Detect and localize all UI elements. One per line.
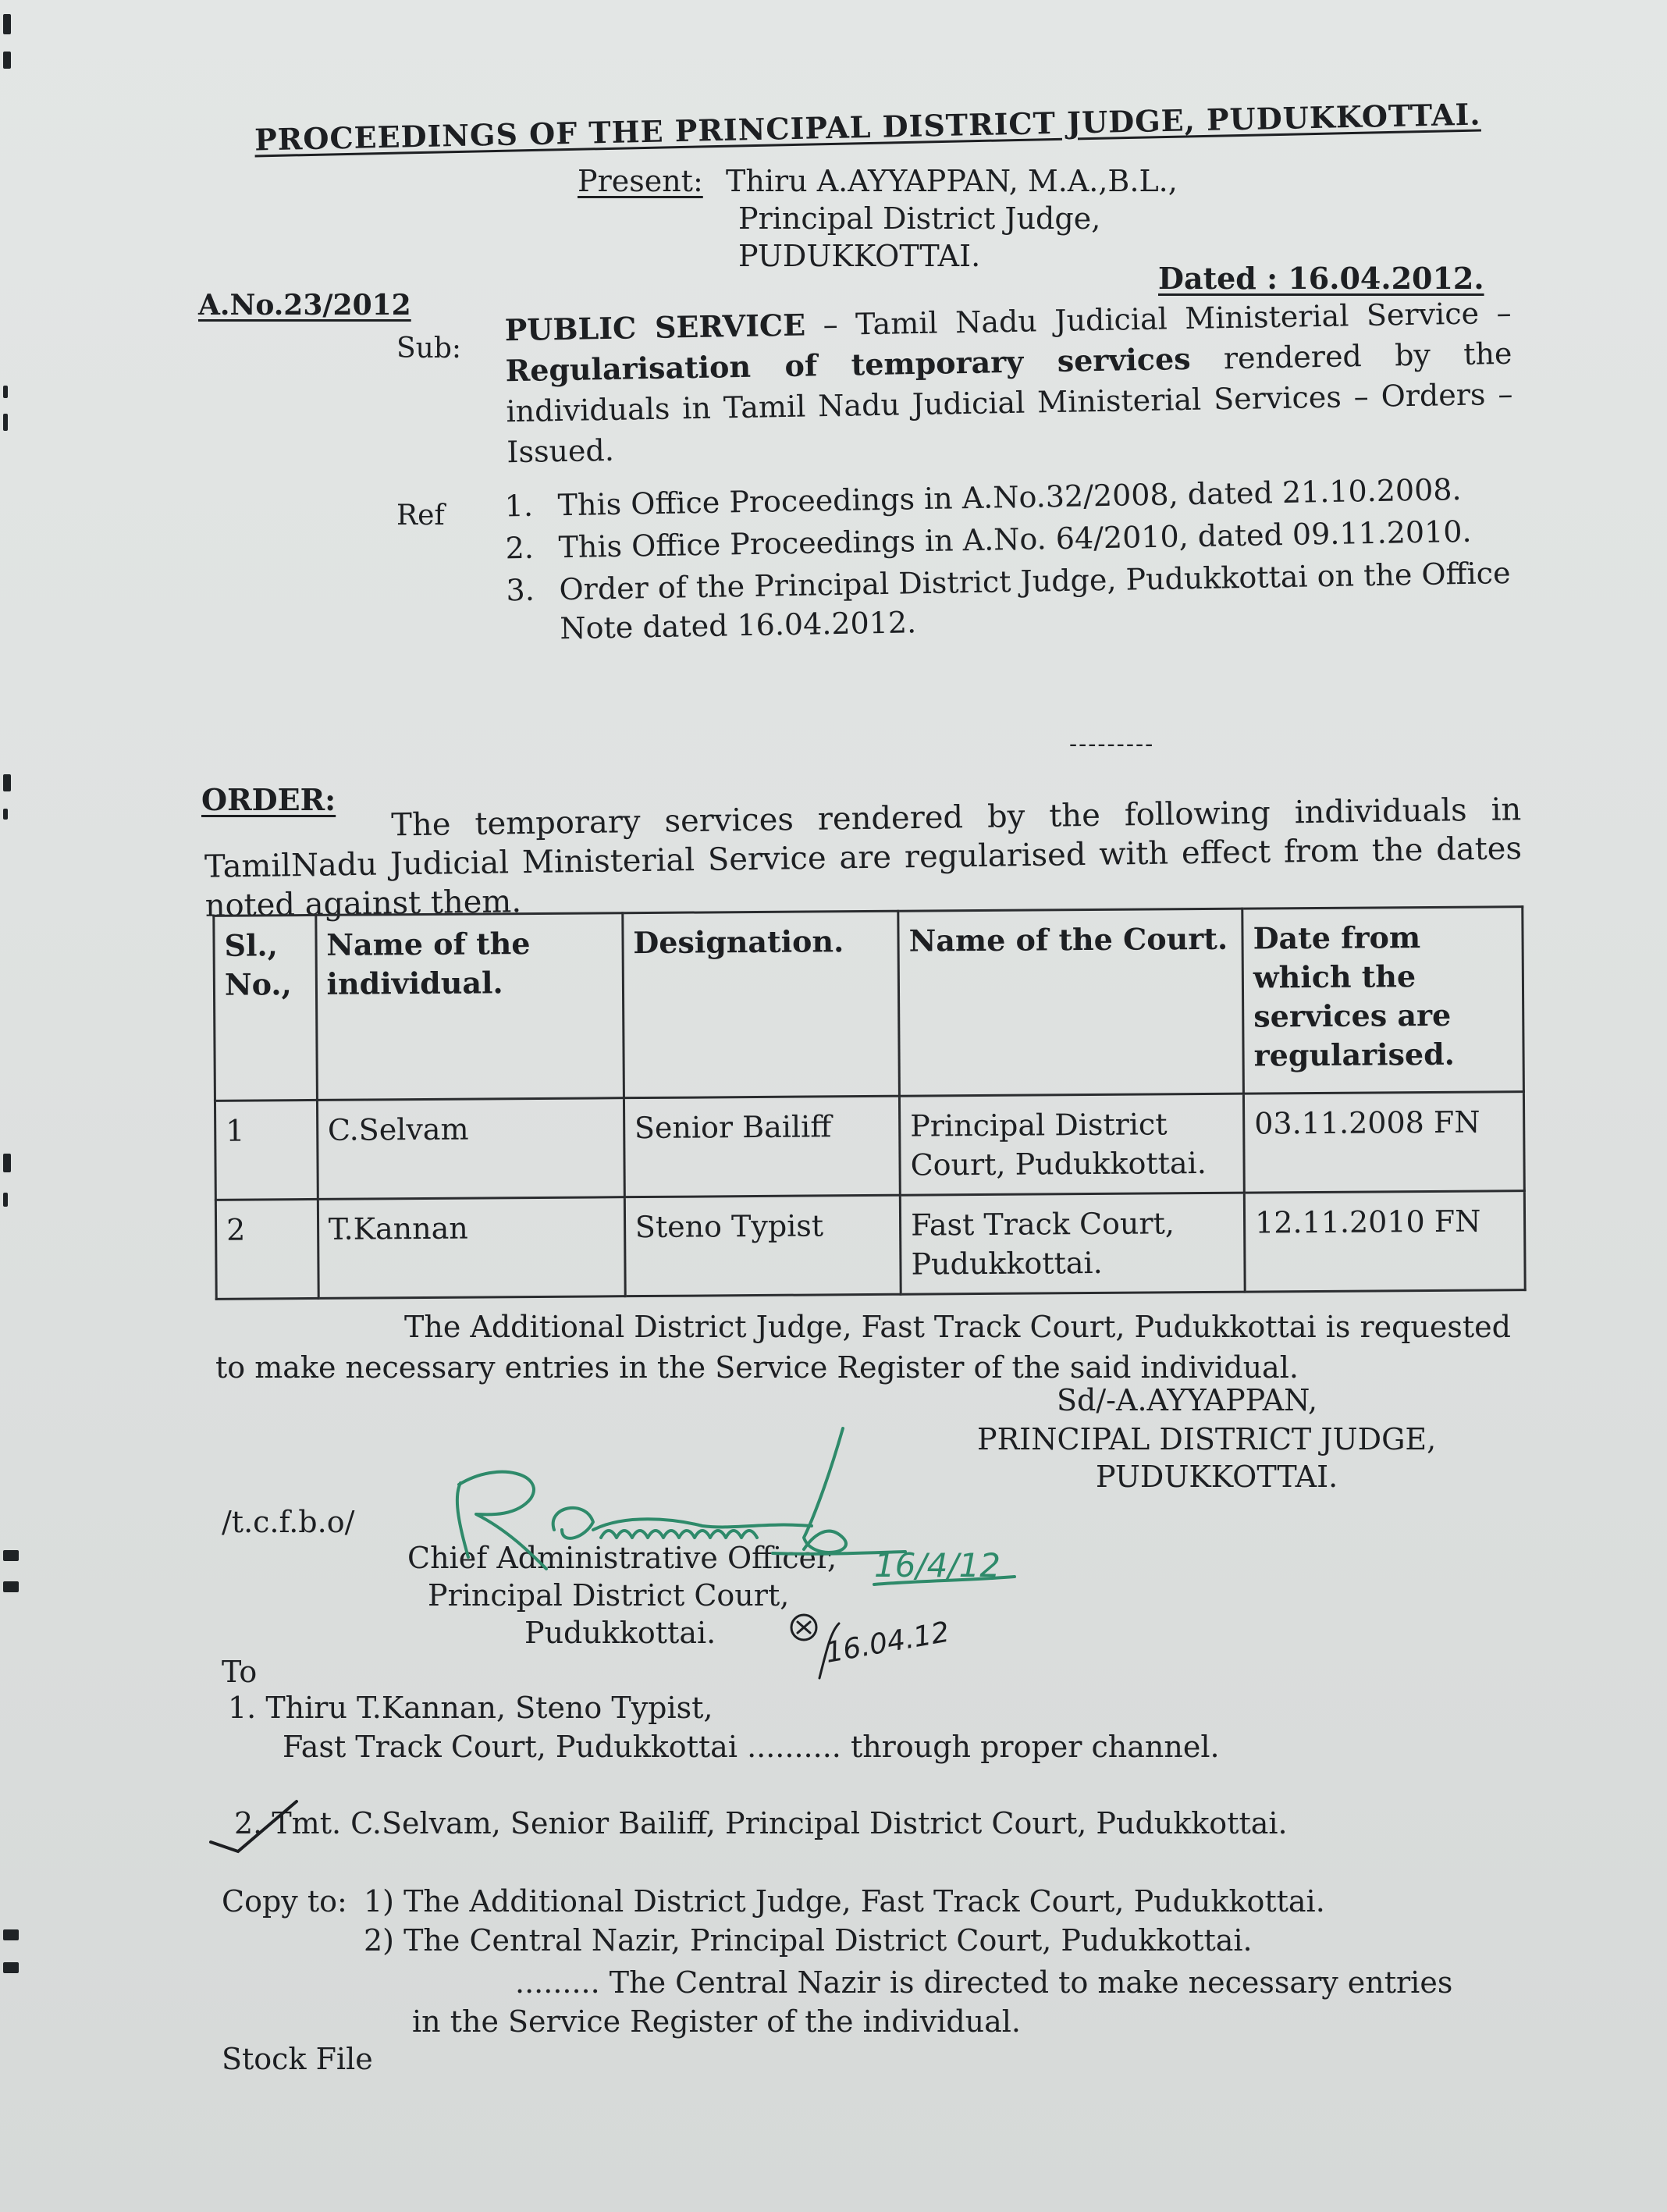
cell-date: 03.11.2008 FN — [1244, 1092, 1525, 1193]
handwritten-signature — [437, 1421, 1061, 1709]
header-date: Date from which the services are regularised. — [1242, 907, 1524, 1094]
binding-mark — [3, 1193, 8, 1207]
cell-sl: 2 — [215, 1199, 318, 1299]
recipient-1-line2: Fast Track Court, Pudukkottai .......... through proper channel. — [283, 1730, 1220, 1764]
header-court: Name of the Court. — [898, 909, 1244, 1096]
reference-number: 2. — [505, 530, 535, 566]
cell-sl: 1 — [215, 1100, 318, 1200]
subject-label: Sub: — [396, 333, 462, 365]
order-paragraph: The temporary services rendered by the following individuals in TamilNadu Judicial Ministerial Service are regularised with effect from the dates noted against them. — [204, 791, 1523, 924]
subject-text-2: rendered by the individuals in Tamil Nadu Judicial Ministerial Services – Orders – Issued. — [506, 336, 1513, 470]
reference-label: Ref — [396, 500, 445, 532]
binding-mark — [3, 386, 8, 398]
binding-mark — [3, 809, 8, 820]
request-paragraph: The Additional District Judge, Fast Track Court, Pudukkottai is requested to make necessary entries in the Service Register of the said individual. — [215, 1310, 1511, 1385]
regularisation-table — [212, 905, 1526, 1300]
subject-bold-2: Regularisation of temporary services — [505, 340, 1191, 389]
cell-designation: Senior Bailiff — [624, 1096, 900, 1197]
binding-mark — [3, 1550, 19, 1561]
copy-to-label: Copy to: — [222, 1884, 347, 1919]
table-header-row — [214, 907, 1524, 1101]
cell-date: 12.11.2010 FN — [1244, 1191, 1525, 1293]
reference-list — [504, 469, 1530, 653]
attesting-officer-court: Principal District Court, — [428, 1578, 790, 1613]
present-label: Present: — [578, 164, 703, 198]
reference-text: Order of the Principal District Judge, Pudukkottai on the Office Note dated 16.04.2012. — [559, 555, 1511, 646]
presiding-judge-designation: Principal District Judge, — [738, 201, 1101, 236]
true-copy-mark: /t.c.f.b.o/ — [222, 1505, 355, 1539]
copy-recipient-1: 1) The Additional District Judge, Fast Track Court, Pudukkottai. — [364, 1884, 1325, 1919]
attesting-officer-place: Pudukkottai. — [524, 1616, 716, 1650]
cell-court: Principal District Court, Pudukkottai. — [899, 1094, 1244, 1195]
reference-item — [506, 553, 1530, 649]
subject-text-1: – Tamil Nadu Judicial Ministerial Service – — [805, 295, 1512, 343]
handwritten-date-1: 16/4/12 — [874, 1546, 1001, 1584]
presiding-judge-place: PUDUKKOTTAI. — [738, 239, 981, 273]
table-row — [215, 1191, 1525, 1300]
cell-name: C.Selvam — [317, 1098, 624, 1200]
proceeding-date: Dated : 16.04.2012. — [1158, 261, 1484, 296]
binding-mark — [3, 1929, 19, 1940]
cell-designation: Steno Typist — [624, 1195, 901, 1296]
table-row — [215, 1092, 1524, 1200]
header-sl-no: Sl., No., — [214, 915, 317, 1101]
handwritten-date-2: 16.04.12 — [823, 1616, 952, 1670]
reference-number: 3. — [506, 572, 535, 608]
reference-number: 1. — [504, 488, 534, 524]
cell-court: Fast Track Court, Pudukkottai. — [900, 1193, 1245, 1294]
signatory-name: Sd/-A.AYYAPPAN, — [1057, 1383, 1318, 1417]
copy-recipient-2: 2) The Central Nazir, Principal District Court, Pudukkottai. — [364, 1923, 1253, 1958]
proceeding-number: A.No.23/2012 — [198, 289, 411, 322]
signatory-designation: PRINCIPAL DISTRICT JUDGE, — [977, 1422, 1437, 1456]
signatory-place: PUDUKKOTTAI. — [1096, 1460, 1338, 1494]
binding-mark — [3, 1962, 19, 1973]
binding-mark — [3, 1154, 11, 1172]
handwritten-tick-mark — [195, 1795, 312, 1858]
subject-bold-1: PUBLIC SERVICE — [504, 307, 806, 348]
header-name: Name of the individual. — [315, 913, 624, 1101]
order-label: ORDER: — [201, 782, 336, 817]
cell-name: T.Kannan — [318, 1197, 625, 1299]
separator: --------- — [1069, 731, 1155, 758]
binding-mark — [3, 52, 11, 69]
recipient-2: 2. Tmt. C.Selvam, Senior Bailiff, Principal District Court, Pudukkottai. — [234, 1806, 1288, 1840]
subject-text — [504, 293, 1513, 472]
to-label: To — [222, 1655, 258, 1689]
binding-mark — [3, 1581, 19, 1592]
copy-recipient-2-note: ......... The Central Nazir is directed to make necessary entries — [515, 1965, 1453, 2000]
presiding-judge-name: Thiru A.AYYAPPAN, M.A.,B.L., — [726, 164, 1178, 198]
reference-text: This Office Proceedings in A.No. 64/2010, dated 09.11.2010. — [558, 514, 1472, 565]
binding-mark — [3, 14, 11, 34]
header-designation: Designation. — [623, 911, 900, 1097]
document-title: PROCEEDINGS OF THE PRINCIPAL DISTRICT JUDGE, PUDUKKOTTAI. — [254, 96, 1481, 158]
recipient-1-line1: 1. Thiru T.Kannan, Steno Typist, — [228, 1691, 713, 1725]
copy-recipient-2-note-cont: in the Service Register of the individual. — [412, 2004, 1022, 2039]
stock-file: Stock File — [222, 2042, 373, 2076]
reference-text: This Office Proceedings in A.No.32/2008, dated 21.10.2008. — [557, 472, 1462, 523]
binding-mark — [3, 774, 11, 791]
attesting-officer-title: Chief Administrative Officer, — [407, 1541, 837, 1575]
binding-mark — [3, 414, 8, 431]
